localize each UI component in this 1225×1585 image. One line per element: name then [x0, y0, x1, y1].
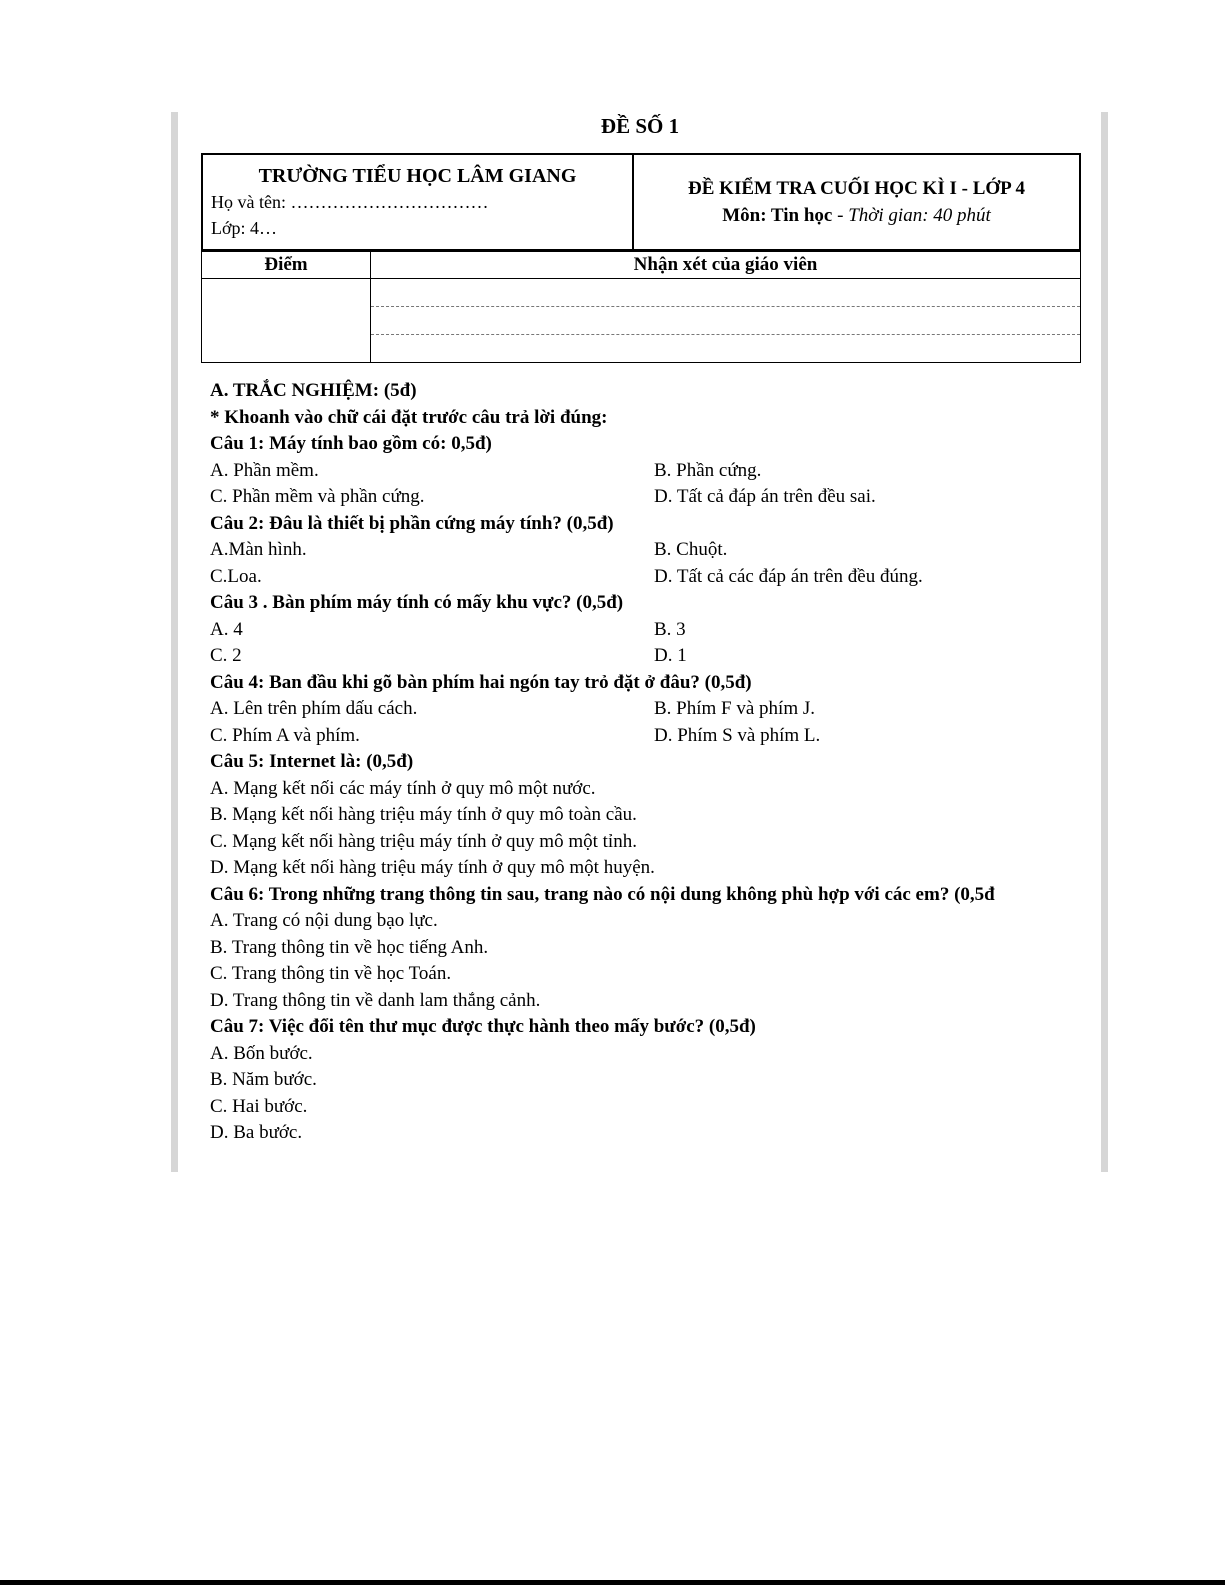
- options-row: [210, 696, 1090, 723]
- option: D. Tất cả đáp án trên đều sai.: [654, 486, 876, 507]
- option: D. Trang thông tin về danh lam thắng cảnh.: [210, 989, 541, 1011]
- question-6: Câu 6: Trong những trang thông tin sau, trang nào có nội dung không phù hợp với các em? (0,5đ: [210, 883, 995, 905]
- option: B. Phím F và phím J.: [654, 698, 815, 719]
- exam-time: Thời gian: 40 phút: [848, 205, 991, 226]
- bottom-edge: [0, 1580, 1225, 1585]
- option: A. Mạng kết nối các máy tính ở quy mô một nước.: [210, 777, 596, 799]
- exam-subject-line: [635, 202, 1078, 229]
- exam-title: ĐỀ KIỂM TRA CUỐI HỌC KÌ I - LỚP 4: [688, 178, 1025, 199]
- option: C. Phần mềm và phần cứng.: [210, 486, 425, 507]
- score-header: Điểm: [202, 252, 371, 279]
- question-3: Câu 3 . Bàn phím máy tính có mấy khu vực? (0,5đ): [210, 592, 624, 613]
- option: A. Bốn bước.: [210, 1042, 313, 1064]
- option: A. Phần mềm.: [210, 459, 319, 481]
- question-5: Câu 5: Internet là: (0,5đ): [210, 751, 414, 772]
- option: B. Mạng kết nối hàng triệu máy tính ở quy mô toàn cầu.: [210, 804, 637, 825]
- question-2: Câu 2: Đâu là thiết bị phần cứng máy tính? (0,5đ): [210, 512, 614, 534]
- option: C.Loa.: [210, 565, 262, 587]
- exam-header-table: [201, 153, 1081, 251]
- question-1: Câu 1: Máy tính bao gồm có: 0,5đ): [210, 433, 492, 454]
- comment-line: [371, 279, 1081, 307]
- option: A.Màn hình.: [210, 539, 307, 560]
- options-row: [210, 643, 1090, 670]
- school-info-cell: [202, 154, 633, 250]
- options-row: [210, 723, 1090, 750]
- question-4: Câu 4: Ban đầu khi gõ bàn phím hai ngón tay trỏ đặt ở đâu? (0,5đ): [210, 671, 752, 693]
- school-name: TRƯỜNG TIỂU HỌC LÂM GIANG: [258, 165, 577, 187]
- option: C. Phím A và phím.: [210, 724, 360, 746]
- subject-separator: -: [832, 205, 849, 226]
- page-right-edge: [1101, 112, 1108, 1172]
- option: C. Trang thông tin về học Toán.: [210, 963, 452, 984]
- option: B. Trang thông tin về học tiếng Anh.: [210, 936, 489, 958]
- comment-line: [371, 307, 1081, 335]
- option: A. Trang có nội dung bạo lực.: [210, 910, 438, 931]
- option: C. Hai bước.: [210, 1095, 308, 1117]
- option: D. Ba bước.: [210, 1122, 303, 1143]
- option: A. 4: [210, 618, 243, 640]
- comment-header: Nhận xét của giáo viên: [371, 252, 1081, 279]
- score-comment-table: [201, 251, 1081, 363]
- question-7: Câu 7: Việc đổi tên thư mục được thực hành theo mấy bước? (0,5đ): [210, 1016, 756, 1037]
- options-row: [210, 458, 1090, 485]
- option: D. Mạng kết nối hàng triệu máy tính ở quy mô một huyện.: [210, 857, 655, 878]
- options-row: [210, 564, 1090, 591]
- option: D. Tất cả các đáp án trên đều đúng.: [654, 565, 923, 587]
- subject-label: Môn: Tin học: [722, 205, 833, 226]
- exam-number-title: ĐỀ SỐ 1: [600, 114, 680, 138]
- comment-line: [371, 335, 1081, 363]
- option: B. Phần cứng.: [654, 459, 762, 481]
- options-row: [210, 484, 1090, 511]
- option: B. Năm bước.: [210, 1069, 317, 1090]
- option: D. Phím S và phím L.: [654, 724, 821, 746]
- option: C. 2: [210, 645, 242, 666]
- exam-body: [210, 378, 1090, 1147]
- options-row: [210, 537, 1090, 564]
- exam-info-cell: [633, 154, 1080, 250]
- option: D. 1: [654, 645, 687, 666]
- student-class-line: Lớp: 4…: [211, 218, 278, 238]
- option: C. Mạng kết nối hàng triệu máy tính ở quy mô một tỉnh.: [210, 830, 637, 852]
- score-cell: [202, 279, 371, 363]
- option: B. 3: [654, 618, 686, 640]
- instruction: * Khoanh vào chữ cái đặt trước câu trả lời đúng:: [210, 406, 608, 428]
- option: B. Chuột.: [654, 539, 728, 560]
- options-row: [210, 617, 1090, 644]
- page-left-edge: [171, 112, 178, 1172]
- section-heading: A. TRẮC NGHIỆM: (5đ): [210, 380, 417, 401]
- option: A. Lên trên phím dấu cách.: [210, 698, 418, 719]
- student-name-line: Họ và tên: ……………………………: [211, 192, 489, 212]
